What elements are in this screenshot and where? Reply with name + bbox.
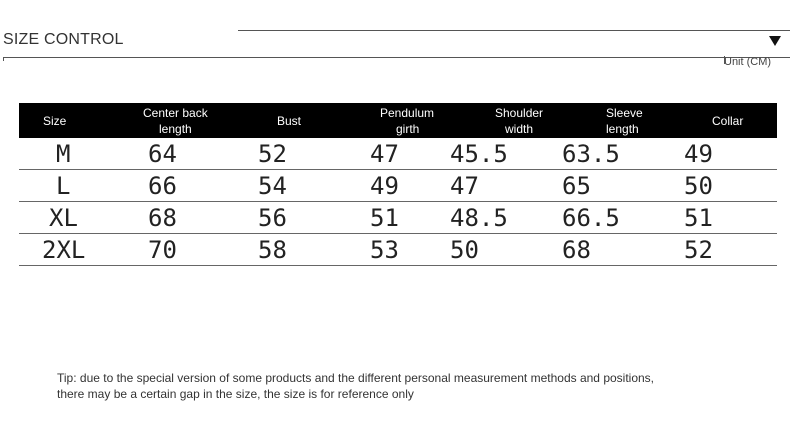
pendulum-girth-cell: 47 (370, 139, 399, 168)
dropdown-arrow-icon[interactable] (769, 36, 781, 46)
header-collar: Collar (712, 113, 744, 128)
collar-cell: 51 (684, 203, 713, 232)
size-table (19, 103, 777, 266)
bust-cell: 54 (258, 171, 287, 200)
table-row (19, 138, 777, 170)
header-top-rule (238, 30, 790, 31)
table-header (19, 103, 777, 138)
shoulder-width-cell: 50 (450, 235, 479, 264)
size-cell: M (56, 139, 71, 168)
unit-label: Unit (CM) (724, 56, 772, 68)
measurement-tip (57, 370, 707, 402)
size-cell: 2XL (42, 235, 86, 264)
rule-tick (3, 57, 4, 61)
pendulum-girth-cell: 49 (370, 171, 399, 200)
collar-cell: 49 (684, 139, 713, 168)
header-bottom-rule (3, 57, 790, 58)
table-row (19, 234, 777, 266)
center-back-length-cell: 66 (148, 171, 177, 200)
sleeve-length-cell: 65 (562, 171, 591, 200)
header-bust: Bust (277, 113, 302, 128)
bust-cell: 58 (258, 235, 287, 264)
tip-line-2: there may be a certain gap in the size, the size is for reference only (57, 387, 414, 401)
bust-cell: 56 (258, 203, 287, 232)
shoulder-width-cell: 47 (450, 171, 479, 200)
table-row (19, 170, 777, 202)
header-pendulum-girth: Pendulum girth (380, 105, 435, 136)
pendulum-girth-cell: 53 (370, 235, 399, 264)
bust-cell: 52 (258, 139, 287, 168)
center-back-length-cell: 70 (148, 235, 177, 264)
size-cell: L (56, 171, 71, 200)
sleeve-length-cell: 68 (562, 235, 591, 264)
shoulder-width-cell: 48.5 (450, 203, 508, 232)
size-cell: XL (49, 203, 78, 232)
header-shoulder-width: Shoulder width (495, 105, 544, 136)
pendulum-girth-cell: 51 (370, 203, 399, 232)
sleeve-length-cell: 63.5 (562, 139, 620, 168)
header-center-back-length: Center back length (143, 105, 208, 136)
collar-cell: 50 (684, 171, 713, 200)
page-title: SIZE CONTROL (3, 31, 124, 48)
center-back-length-cell: 68 (148, 203, 177, 232)
header-sleeve-length: Sleeve length (606, 105, 643, 136)
tip-line-1: Tip: due to the special version of some products and the different personal measurement methods and positions, (57, 371, 655, 385)
shoulder-width-cell: 45.5 (450, 139, 508, 168)
sleeve-length-cell: 66.5 (562, 203, 620, 232)
collar-cell: 52 (684, 235, 713, 264)
center-back-length-cell: 64 (148, 139, 177, 168)
header-size: Size (43, 113, 67, 128)
table-row (19, 202, 777, 234)
